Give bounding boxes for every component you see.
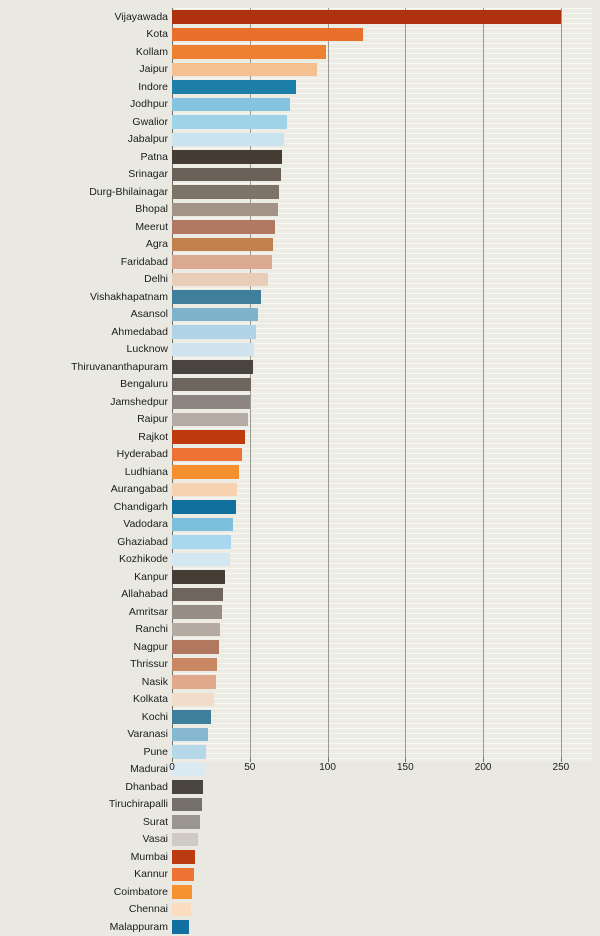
bar-track — [172, 866, 592, 884]
bar — [172, 273, 268, 287]
bar-row — [0, 8, 600, 26]
bar — [172, 255, 272, 269]
bar-row — [0, 446, 600, 464]
bar-row — [0, 288, 600, 306]
bar-row — [0, 901, 600, 919]
category-label: Vasai — [142, 833, 168, 845]
bar-track — [172, 166, 592, 184]
bar-track — [172, 26, 592, 44]
bar-track — [172, 376, 592, 394]
bar-row — [0, 813, 600, 831]
category-label: Jodhpur — [130, 98, 168, 110]
bar-track — [172, 358, 592, 376]
bar-row — [0, 131, 600, 149]
bar-track — [172, 743, 592, 761]
category-label: Faridabad — [120, 255, 168, 268]
bar-track — [172, 236, 592, 254]
bar-track — [172, 848, 592, 866]
bar — [172, 150, 282, 164]
category-label: Varanasi — [127, 728, 168, 740]
bar-track — [172, 796, 592, 814]
bar — [172, 360, 253, 374]
bar — [172, 10, 561, 24]
bar — [172, 623, 220, 637]
bar — [172, 658, 217, 672]
bar-row — [0, 743, 600, 761]
category-label: Madurai — [130, 763, 168, 775]
bar-row — [0, 183, 600, 201]
bar-track — [172, 463, 592, 481]
bar — [172, 815, 200, 829]
bar — [172, 185, 279, 199]
bar — [172, 920, 189, 934]
bar-row — [0, 26, 600, 44]
bar-row — [0, 61, 600, 79]
bar-row — [0, 341, 600, 359]
bar-track — [172, 638, 592, 656]
bar-row — [0, 481, 600, 499]
bar-row — [0, 218, 600, 236]
bar-track — [172, 271, 592, 289]
bar-row — [0, 78, 600, 96]
bar-track — [172, 533, 592, 551]
bar-track — [172, 603, 592, 621]
bar-row — [0, 533, 600, 551]
x-tick-mark — [483, 758, 484, 762]
bar — [172, 448, 242, 462]
bar-row — [0, 673, 600, 691]
bar-track — [172, 901, 592, 919]
bar — [172, 80, 296, 94]
category-label: Surat — [142, 815, 168, 828]
x-tick-label: 200 — [474, 762, 492, 773]
bar — [172, 640, 219, 654]
bar-track — [172, 586, 592, 604]
category-label: Vijayawada — [114, 10, 168, 23]
bar — [172, 500, 236, 514]
category-label: Ranchi — [135, 623, 168, 635]
bar-row — [0, 253, 600, 271]
bar — [172, 238, 273, 252]
bar — [172, 570, 225, 584]
bar-row — [0, 166, 600, 184]
category-label: Vadodara — [123, 518, 168, 530]
bar-track — [172, 883, 592, 901]
bar-track — [172, 831, 592, 849]
bar — [172, 745, 206, 759]
bar-track — [172, 621, 592, 639]
bar — [172, 220, 275, 234]
bar-row — [0, 201, 600, 219]
category-label: Bengaluru — [120, 378, 168, 390]
bar-track — [172, 78, 592, 96]
bar-track — [172, 481, 592, 499]
category-label: Nagpur — [133, 640, 168, 653]
bar — [172, 308, 258, 322]
category-label: Jamshedpur — [110, 395, 168, 408]
x-tick-mark — [172, 758, 173, 762]
bar — [172, 115, 287, 129]
category-label: Jaipur — [139, 63, 168, 75]
category-label: Aurangabad — [110, 483, 168, 495]
category-label: Malappuram — [109, 920, 168, 933]
bar — [172, 605, 222, 619]
bar — [172, 133, 284, 147]
bar-row — [0, 358, 600, 376]
bar-track — [172, 516, 592, 534]
x-tick-label: 150 — [396, 762, 414, 773]
bar — [172, 45, 326, 59]
bar-row — [0, 498, 600, 516]
category-label: Ludhiana — [124, 465, 168, 478]
bar-track — [172, 96, 592, 114]
category-label: Lucknow — [126, 343, 168, 355]
category-label: Kannur — [134, 868, 168, 880]
bar-row — [0, 306, 600, 324]
bar — [172, 98, 290, 112]
category-label: Nasik — [141, 675, 168, 688]
bar — [172, 168, 281, 182]
bar — [172, 693, 214, 707]
bar-row — [0, 323, 600, 341]
category-label: Kochi — [141, 710, 168, 723]
bar-track — [172, 218, 592, 236]
x-tick-mark — [405, 758, 406, 762]
bar-track — [172, 568, 592, 586]
bar-track — [172, 428, 592, 446]
bar-row — [0, 411, 600, 429]
bar — [172, 203, 278, 217]
bar-row — [0, 883, 600, 901]
bar — [172, 413, 248, 427]
bar-row — [0, 236, 600, 254]
bar-row — [0, 96, 600, 114]
bar-row — [0, 43, 600, 61]
category-label: Mumbai — [130, 850, 168, 863]
bar-track — [172, 551, 592, 569]
bar-row — [0, 568, 600, 586]
bar-track — [172, 201, 592, 219]
category-label: Chandigarh — [113, 500, 168, 513]
bar-row — [0, 148, 600, 166]
category-label: Delhi — [144, 273, 168, 285]
bar-track — [172, 498, 592, 516]
category-label: Ahmedabad — [111, 325, 168, 338]
bar-row — [0, 113, 600, 131]
bar-track — [172, 323, 592, 341]
bar-track — [172, 691, 592, 709]
category-label: Durg-Bhilainagar — [89, 185, 168, 198]
category-label: Ghaziabad — [117, 535, 168, 548]
bar — [172, 430, 245, 444]
category-label: Rajkot — [138, 430, 168, 443]
bar — [172, 588, 223, 602]
bar — [172, 343, 254, 357]
category-label: Raipur — [137, 413, 168, 425]
bar-track — [172, 708, 592, 726]
category-label: Amritsar — [128, 605, 168, 618]
bar — [172, 535, 231, 549]
bar-track — [172, 918, 592, 936]
category-label: Hyderabad — [116, 448, 168, 460]
category-label: Agra — [145, 238, 168, 250]
category-label: Kozhikode — [118, 553, 168, 565]
bar — [172, 325, 256, 339]
bar-row — [0, 708, 600, 726]
bar — [172, 850, 195, 864]
bar — [172, 675, 216, 689]
bar-track — [172, 288, 592, 306]
bar — [172, 868, 194, 882]
bar-row — [0, 726, 600, 744]
bar-row — [0, 393, 600, 411]
x-tick-label: 50 — [244, 762, 256, 773]
category-label: Asansol — [130, 308, 168, 320]
category-label: Kollam — [135, 45, 168, 58]
bar-track — [172, 673, 592, 691]
category-label: Pune — [143, 745, 168, 758]
category-label: Kanpur — [134, 570, 168, 583]
bar — [172, 710, 211, 724]
bar-row — [0, 463, 600, 481]
bar-track — [172, 183, 592, 201]
bar-track — [172, 148, 592, 166]
category-label: Kota — [146, 28, 168, 40]
bar — [172, 28, 363, 42]
category-label: Bhopal — [135, 203, 168, 215]
bar-row — [0, 586, 600, 604]
bar — [172, 885, 192, 899]
x-tick-mark — [250, 758, 251, 762]
bar-track — [172, 813, 592, 831]
category-label: Thrissur — [130, 658, 168, 670]
bar-row — [0, 271, 600, 289]
category-label: Meerut — [135, 220, 168, 233]
bar-track — [172, 393, 592, 411]
bar — [172, 395, 250, 409]
bar-row — [0, 428, 600, 446]
bar-track — [172, 43, 592, 61]
bar — [172, 518, 233, 532]
bar-row — [0, 376, 600, 394]
bar-row — [0, 866, 600, 884]
bar-track — [172, 131, 592, 149]
bar-track — [172, 8, 592, 26]
bar-track — [172, 726, 592, 744]
bar-row — [0, 516, 600, 534]
bar-track — [172, 341, 592, 359]
bar-track — [172, 61, 592, 79]
bar-row — [0, 848, 600, 866]
bar-row — [0, 551, 600, 569]
bar — [172, 465, 239, 479]
bar-row — [0, 656, 600, 674]
bar-row — [0, 621, 600, 639]
bar-rows — [0, 8, 600, 936]
category-label: Chennai — [128, 903, 168, 915]
category-label: Tiruchirapalli — [108, 798, 168, 810]
category-label: Thiruvananthapuram — [71, 360, 168, 373]
bar-row — [0, 918, 600, 936]
category-label: Jabalpur — [127, 133, 168, 145]
bar — [172, 378, 251, 392]
category-label: Indore — [138, 80, 168, 93]
category-label: Vishakhapatnam — [89, 290, 168, 303]
bar — [172, 553, 230, 567]
bar-track — [172, 113, 592, 131]
bar-track — [172, 656, 592, 674]
bar — [172, 483, 237, 497]
x-tick-label: 0 — [169, 762, 175, 773]
x-tick-mark — [561, 758, 562, 762]
x-tick-mark — [328, 758, 329, 762]
bar — [172, 780, 203, 794]
category-label: Coimbatore — [113, 885, 168, 898]
bar-row — [0, 603, 600, 621]
category-label: Dhanbad — [125, 780, 168, 793]
x-tick-label: 100 — [319, 762, 336, 773]
bar-row — [0, 796, 600, 814]
bar-row — [0, 691, 600, 709]
bar-track — [172, 446, 592, 464]
category-label: Srinagar — [128, 168, 168, 180]
bar-row — [0, 831, 600, 849]
category-label: Patna — [140, 150, 168, 163]
bar-track — [172, 411, 592, 429]
bar-row — [0, 638, 600, 656]
bar — [172, 833, 198, 847]
x-tick-label: 250 — [552, 762, 570, 773]
category-label: Kolkata — [132, 693, 168, 705]
x-axis — [169, 762, 592, 782]
bar — [172, 903, 191, 917]
bar — [172, 728, 208, 742]
bar-track — [172, 306, 592, 324]
category-label: Gwalior — [132, 115, 168, 128]
bar — [172, 290, 261, 304]
bar-track — [172, 253, 592, 271]
category-label: Allahabad — [121, 588, 168, 600]
bar — [172, 63, 317, 77]
